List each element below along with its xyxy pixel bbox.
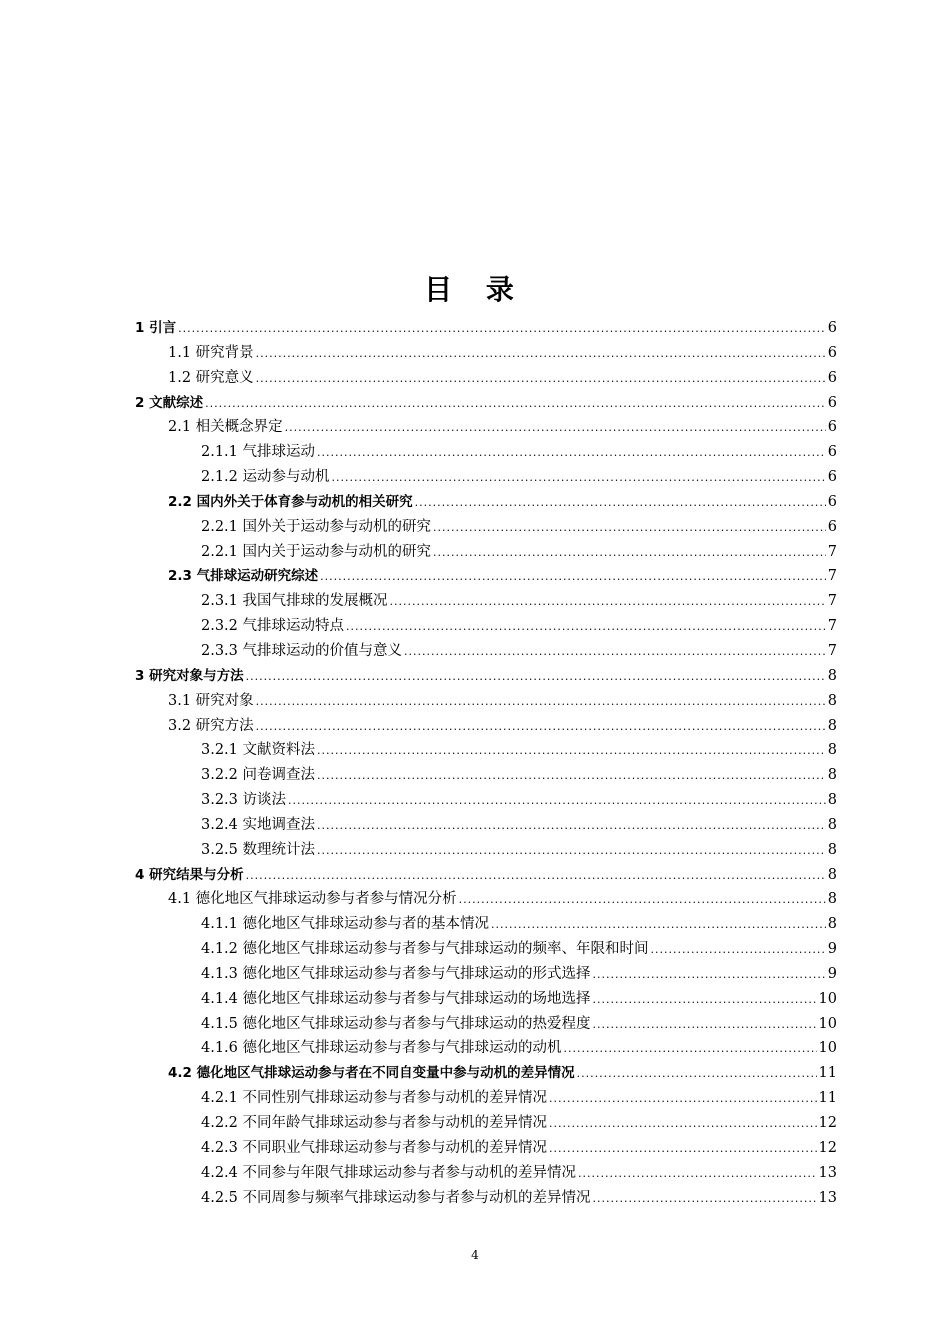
toc-entry[interactable] [135,639,837,664]
toc-entry[interactable] [135,1086,837,1111]
toc-entry-title: 2.3.3 气排球运动的价值与意义 [201,642,403,659]
toc-entry-page: 7 [827,543,837,560]
dot-leader [317,839,826,864]
toc-entry-page: 13 [818,1189,837,1206]
dot-leader [178,317,826,342]
toc-entry[interactable] [135,490,837,515]
dot-leader [549,1112,817,1137]
toc-entry-title: 2.3.1 我国气排球的发展概况 [201,593,388,610]
dot-leader [246,665,826,690]
dot-leader [346,615,826,640]
toc-entry[interactable] [135,589,837,614]
dot-leader [317,739,826,764]
dot-leader [577,1062,817,1087]
toc-entry-title: 2.2.1 国外关于运动参与动机的研究 [201,518,432,535]
toc-entry[interactable] [135,813,837,838]
toc-entry[interactable] [135,937,837,962]
dot-leader [205,392,826,417]
toc-entry-page: 6 [827,320,837,336]
toc-entry-page: 8 [827,841,837,858]
toc-entry[interactable] [135,440,837,465]
dot-leader [549,1087,817,1112]
toc-entry[interactable] [135,1012,837,1037]
dot-leader [256,690,826,715]
toc-entry[interactable] [135,564,837,589]
dot-leader [578,1162,817,1187]
toc-entry-page: 7 [827,618,837,635]
toc-entry-page: 8 [827,792,837,809]
dot-leader [317,441,826,466]
toc-entry-title: 4.2.3 不同职业气排球运动参与者参与动机的差异情况 [201,1139,548,1156]
toc-entry[interactable] [135,391,837,416]
dot-leader [433,516,826,541]
toc-entry[interactable] [135,614,837,639]
toc-entry[interactable] [135,341,837,366]
dot-leader [332,466,826,491]
toc-entry[interactable] [135,838,837,863]
toc-entry-title: 4.2.2 不同年龄气排球运动参与者参与动机的差异情况 [201,1115,548,1131]
toc-entry-page: 8 [827,717,837,734]
dot-leader [415,491,826,516]
dot-leader [564,1037,817,1062]
toc-entry-page: 6 [827,394,837,411]
dot-leader [246,864,826,889]
toc-entry-title: 4.1.4 德化地区气排球运动参与者参与气排球运动的场地选择 [201,990,591,1007]
toc-entry-title: 3.2.3 访谈法 [201,792,287,809]
toc-entry[interactable] [135,763,837,788]
toc-entry-title: 4.1.2 德化地区气排球运动参与者参与气排球运动的频率、年限和时间 [201,941,649,958]
toc-entry-title: 4 研究结果与分析 [135,866,244,883]
toc-entry-page: 10 [818,1040,837,1057]
toc-entry-title: 1.2 研究意义 [168,369,254,386]
page-number: 4 [471,1248,479,1262]
toc-entry-title: 1.1 研究背景 [168,344,254,361]
toc-entry-title: 4.1.5 德化地区气排球运动参与者参与气排球运动的热爱程度 [201,1015,591,1032]
dot-leader [549,1137,817,1162]
toc-entry-page: 6 [827,469,837,486]
toc-entry[interactable] [135,689,837,714]
toc-entry-page: 6 [827,419,837,436]
dot-leader [317,764,826,789]
toc-entry-title: 2 文献综述 [135,394,204,411]
toc-entry-page: 8 [827,667,837,684]
toc-entry-page: 7 [827,568,837,585]
toc-entry-page: 11 [818,1090,837,1107]
toc-entry-title: 4.2 德化地区气排球运动参与者在不同自变量中参与动机的差异情况 [168,1065,575,1082]
toc-entry[interactable] [135,987,837,1012]
toc-entry-page: 7 [827,593,837,610]
toc-entry-title: 3 研究对象与方法 [135,667,244,684]
toc-entry[interactable] [135,863,837,888]
toc-entry[interactable] [135,664,837,689]
toc-entry-page: 12 [818,1139,837,1156]
toc-entry[interactable] [135,738,837,763]
dot-leader [593,963,826,988]
toc-entry-page: 8 [827,742,837,759]
toc-entry-title: 4.1 德化地区气排球运动参与者参与情况分析 [168,891,457,908]
toc-entry[interactable] [135,887,837,912]
toc-entry-title: 2.1.2 运动参与动机 [201,469,330,486]
toc-entry-title: 4.1.3 德化地区气排球运动参与者参与气排球运动的形式选择 [201,965,591,982]
toc-entry-page: 13 [818,1164,837,1181]
toc-entry[interactable] [135,788,837,813]
dot-leader [390,590,826,615]
toc-entry-title: 1 引言 [135,320,177,336]
toc-entry-page: 7 [827,642,837,659]
toc-entry-title: 2.1 相关概念界定 [168,419,283,436]
toc-entry-page: 8 [827,866,837,883]
dot-leader [593,1013,817,1038]
toc-entry-title: 3.2 研究方法 [168,717,254,734]
toc-entry[interactable] [135,1036,837,1061]
dot-leader [491,913,826,938]
toc-entry-title: 4.2.5 不同周参与频率气排球运动参与者参与动机的差异情况 [201,1189,591,1206]
toc-entry[interactable] [135,1111,837,1136]
toc-entry[interactable] [135,316,837,341]
toc-entry[interactable] [135,515,837,540]
toc-entry-title: 4.2.4 不同参与年限气排球运动参与者参与动机的差异情况 [201,1164,577,1181]
dot-leader [593,1187,817,1212]
toc-entry-page: 9 [827,941,837,958]
toc-entry-title: 4.1.1 德化地区气排球运动参与者的基本情况 [201,916,490,933]
toc-entry-page: 10 [818,990,837,1007]
toc-entry-title: 2.2 国内外关于体育参与动机的相关研究 [168,493,413,510]
dot-leader [285,416,826,441]
toc-entry[interactable] [135,415,837,440]
dot-leader [320,565,826,590]
toc-entry[interactable] [135,1186,837,1211]
toc-entry-page: 6 [827,444,837,461]
dot-leader [651,938,826,963]
toc-entry[interactable] [135,714,837,739]
toc-entry-title: 3.2.2 问卷调查法 [201,767,316,784]
toc-entry-title: 2.1.1 气排球运动 [201,444,316,461]
toc-entry-title: 4.1.6 德化地区气排球运动参与者参与气排球运动的动机 [201,1040,562,1057]
toc-entry-title: 3.2.5 数理统计法 [201,841,316,858]
dot-leader [256,367,826,392]
toc-entry-title: 2.3.2 气排球运动特点 [201,618,345,635]
toc-entry-title: 3.2.4 实地调查法 [201,816,316,833]
toc-entry[interactable] [135,366,837,391]
toc-entry-title: 3.2.1 文献资料法 [201,742,316,759]
toc-entry-title: 2.3 气排球运动研究综述 [168,568,319,585]
dot-leader [404,640,826,665]
toc-entry[interactable] [135,540,837,565]
dot-leader [288,789,826,814]
toc-entry-page: 8 [827,767,837,784]
table-of-contents [135,316,837,1210]
toc-entry-page: 6 [827,344,837,361]
toc-entry[interactable] [135,1161,837,1186]
dot-leader [593,988,817,1013]
toc-entry-page: 8 [827,916,837,933]
toc-entry-page: 11 [818,1065,837,1082]
toc-entry[interactable] [135,1061,837,1086]
toc-entry-page: 12 [818,1115,837,1131]
page-title: 目 录 [424,273,526,306]
toc-entry-page: 10 [818,1015,837,1032]
toc-entry[interactable] [135,912,837,937]
toc-entry-page: 8 [827,891,837,908]
toc-entry-page: 8 [827,816,837,833]
toc-entry[interactable] [135,962,837,987]
toc-entry-title: 2.2.1 国内关于运动参与动机的研究 [201,543,432,560]
dot-leader [317,814,826,839]
toc-entry-page: 6 [827,493,837,510]
dot-leader [256,715,826,740]
toc-entry-title: 4.2.1 不同性别气排球运动参与者参与动机的差异情况 [201,1090,548,1107]
dot-leader [433,541,826,566]
toc-entry[interactable] [135,465,837,490]
toc-entry-page: 9 [827,965,837,982]
toc-entry[interactable] [135,1136,837,1161]
toc-entry-title: 3.1 研究对象 [168,692,254,709]
dot-leader [459,888,826,913]
toc-entry-page: 8 [827,692,837,709]
toc-entry-page: 6 [827,518,837,535]
dot-leader [256,342,826,367]
toc-entry-page: 6 [827,369,837,386]
